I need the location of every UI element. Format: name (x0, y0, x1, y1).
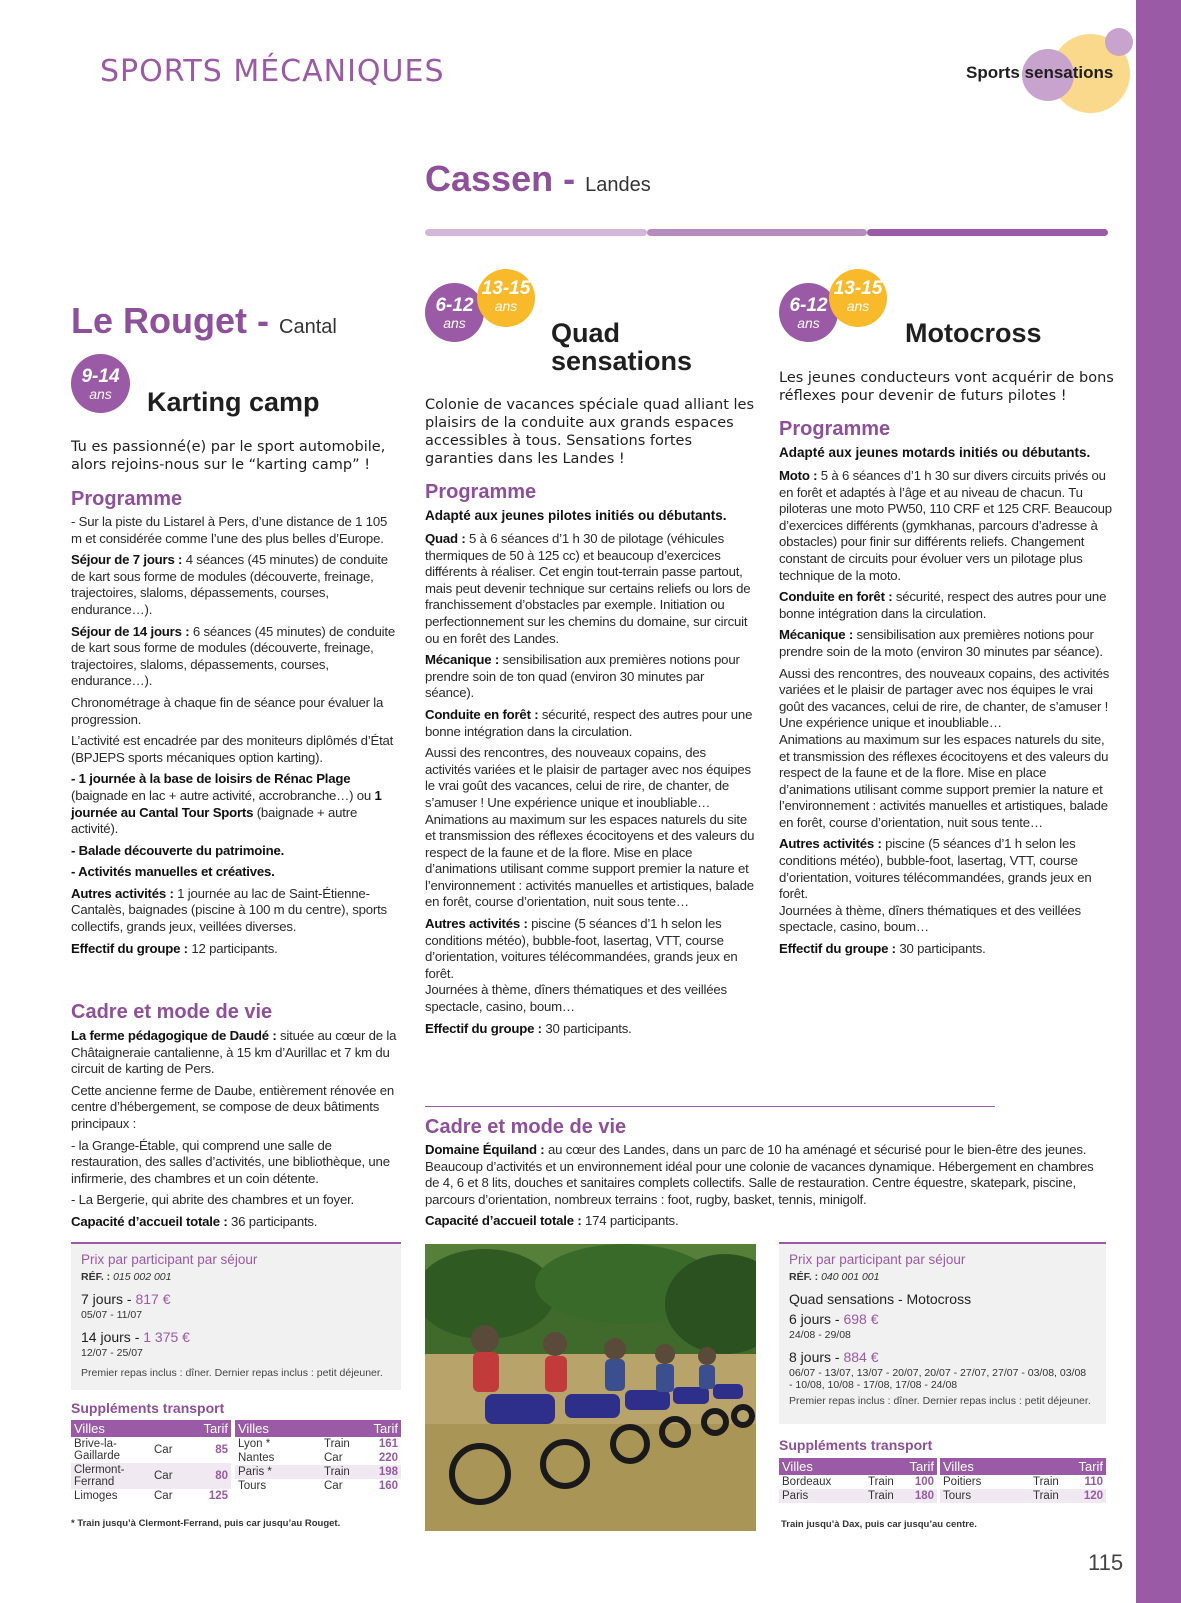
transport-table-right (940, 1458, 1106, 1503)
cadre-heading: Cadre et mode de vie (71, 1001, 273, 1023)
price-line-7 (81, 1291, 401, 1307)
cadre-p1 (71, 1028, 401, 1078)
col-header: Tarif (1069, 1458, 1106, 1475)
price-title: Prix par participant par séjour (789, 1252, 966, 1267)
cassen-bar-light (425, 229, 647, 236)
programme-body (779, 468, 1114, 963)
cadre-heading: Cadre et mode de vie (425, 1116, 627, 1138)
text: piscine (5 séances d’1 h selon les conditions météo), bubble-foot, lasertag, VTT, course d’orientation, voitures télécommandées, grands jeux en forêt. (425, 916, 738, 981)
amount: 817 € (135, 1291, 171, 1307)
label: Conduite en forêt : (779, 589, 893, 605)
mode: Train (1033, 1476, 1059, 1488)
price: 80 (187, 1463, 231, 1489)
cassen-title (425, 158, 651, 200)
mode: Car (154, 1490, 173, 1502)
col-header: Villes (940, 1458, 1030, 1475)
programme-p4: Chronométrage à chaque fin de séance pour évaluer la progression. (71, 694, 384, 727)
dates: 24/08 - 29/08 (789, 1329, 851, 1341)
badge-ans: ans (494, 298, 518, 314)
label: Séjour de 14 jours : (71, 623, 190, 639)
city: Clermont-Ferrand (71, 1463, 151, 1489)
decorative-circle-small (1105, 28, 1133, 56)
programme-p6 (71, 771, 401, 837)
transport-table-left (71, 1420, 231, 1503)
badge-ans: ans (89, 386, 112, 402)
programme-p4: Aussi des rencontres, des nouveaux copains, des activités variées et le plaisir de partager avec nos équipes le vrai goût des vacances, celui de rire, de chanter, de s’amuser ! Une expérience unique et inoubliable… (779, 665, 1110, 731)
badge-age: 6-12 (789, 295, 828, 316)
age-badge-young (425, 283, 484, 342)
programme-p7: Journées à thème, dîners thématiques et des veillées spectacle, casino, boum… (425, 982, 727, 1015)
programme-p8 (71, 864, 401, 881)
text: 30 participants. (541, 1020, 632, 1036)
programme-p1 (425, 531, 755, 647)
badge-ans: ans (797, 315, 820, 331)
price: 198 (362, 1465, 401, 1479)
col-header: Villes (779, 1458, 865, 1475)
programme-p1: - Sur la piste du Listarel à Pers, d’une distance de 1 105 m et considérée comme l’une des plus belles d’Europe. (71, 514, 388, 546)
programme-p5: Animations au maximum sur les espaces naturels du site, et transmission des réflexes écocitoyens et des valeurs du respect de la faune et de la flore. Mise en place d’animations utilisant comme support premier la nature et l’environnement : activités manuelles et artistiques, balade en forêt, course d’orientation, nuit sous tente… (779, 731, 1109, 830)
price-ref (789, 1271, 1106, 1283)
badge-ans: ans (846, 298, 870, 314)
label: Capacité d’accueil totale : (71, 1213, 228, 1229)
programme-subtitle: Adapté aux jeunes pilotes initiés ou débutants. (425, 508, 727, 523)
label: Effectif du groupe : (425, 1020, 542, 1036)
bold: - Activités manuelles et créatives. (71, 864, 275, 880)
price: 85 (215, 1444, 228, 1456)
badge-ans: ans (443, 315, 466, 331)
intro-text: Colonie de vacances spéciale quad alliant les plaisirs de la conduite aux grands espaces accessibles à tous. Sensations fortes garanties dans les Landes ! (425, 397, 755, 467)
price: 220 (378, 1452, 398, 1464)
rouget-place: Le Rouget - (71, 300, 269, 341)
dates: 06/07 - 13/07, 13/07 - 20/07, 20/07 - 27/07, 27/07 - 03/08, 03/08 - 10/08, 10/08 - 17/08, 17/08 - 24/08 (789, 1367, 1087, 1391)
col-header: Villes (235, 1420, 321, 1437)
text: au cœur des Landes, dans un parc de 10 ha aménagé et sécurisé pour le bien-être des jeunes. Beaucoup d’activités et un environnement idéal pour une colonie de vacances dynamique. Hébergement en chambres de 4, 6 et 8 lits, douches et sanitaires complets collectifs. Salle de restauration. Centre équestre, skatepark, piscine, parcours d’orientation, nombreux terrains : foot, rugby, basket, tennis, minigolf. (425, 1142, 1094, 1207)
activity-line: sensations (551, 346, 693, 377)
page-edge-band (1136, 0, 1181, 1603)
programme-p5: L’activité est encadrée par des moniteurs diplômés d’État (BPJEPS sports mécaniques option karting). (71, 733, 394, 765)
programme-p3 (779, 627, 1114, 660)
price: 161 (378, 1438, 398, 1450)
badge-age: 9-14 (81, 366, 120, 387)
dates: 05/07 - 11/07 (81, 1309, 143, 1321)
label: Mécanique : (779, 627, 854, 643)
motocross-photo-illustration (425, 1244, 756, 1531)
duration: 14 jours - (81, 1329, 144, 1345)
activity-title: Motocross (905, 318, 1042, 348)
motocross-photo (425, 1244, 756, 1531)
age-badge-older (829, 269, 887, 327)
meal-note: Premier repas inclus : dîner. Dernier repas inclus : petit déjeuner. (789, 1395, 1091, 1407)
label: Autres activités : (779, 836, 882, 852)
cassen-place: Cassen - (425, 158, 576, 199)
text: 1 journée au lac de Saint-Étienne-Cantalès, baignades (piscine à 100 m du centre), sports collectifs, grands jeux, veillées diverses. (71, 885, 387, 935)
city: Lyon * (238, 1438, 271, 1450)
mode: Car (324, 1452, 343, 1464)
duration: 7 jours - (81, 1291, 136, 1307)
badge-age: 6-12 (435, 295, 474, 316)
label: Mécanique : (425, 652, 500, 668)
col-header: Tarif (187, 1420, 231, 1437)
duration: 8 jours - (789, 1349, 844, 1365)
text: piscine (5 séances d’1 h selon les conditions météo), bubble-foot, lasertag, VTT, course d’orientation, voitures télécommandées, grands jeux en forêt. (779, 836, 1092, 902)
price-line-6 (789, 1311, 1106, 1327)
price: 120 (1069, 1489, 1106, 1503)
programme-p6 (425, 916, 755, 982)
label: Moto : (779, 468, 818, 483)
age-badge-older (477, 269, 535, 327)
cadre-p1 (425, 1142, 1105, 1208)
price-box (71, 1242, 401, 1390)
mode: Train (324, 1438, 350, 1450)
label: Capacité d’accueil totale : (425, 1213, 582, 1229)
activity-line: Quad (551, 318, 621, 348)
programme-p3 (425, 707, 755, 740)
mode: Train (865, 1489, 902, 1503)
badge-age: 13-15 (833, 278, 883, 299)
text: (baignade en lac + autre activité, accrobranche…) ou (71, 787, 375, 803)
mode: Car (151, 1463, 187, 1489)
activity-title: Karting camp (147, 387, 320, 417)
city: Paris * (235, 1465, 321, 1479)
label: Autres activités : (425, 916, 528, 932)
label: Domaine Équiland : (425, 1142, 545, 1157)
ref-value: 040 001 001 (821, 1271, 880, 1283)
mode: Train (321, 1465, 362, 1479)
mode: Car (154, 1444, 173, 1456)
cadre-body (425, 1142, 1105, 1235)
city: Poitiers (943, 1476, 982, 1488)
col-header: Tarif (902, 1458, 937, 1475)
intro-text: Les jeunes conducteurs vont acquérir de bons réflexes pour devenir de futurs pilotes ! (779, 370, 1114, 404)
label: Quad : (425, 531, 466, 546)
label: Effectif du groupe : (779, 941, 896, 957)
programme-p3 (71, 624, 401, 690)
text: 4 séances (45 minutes) de conduite de kart sous forme de modules (découverte, freinage, trajectoires, slaloms, dépassements, courses, endurance…). (71, 552, 388, 617)
transport-footnote: Train jusqu’à Dax, puis car jusqu’au centre. (781, 1519, 977, 1530)
text: 36 participants. (227, 1213, 318, 1229)
cadre-p2: Cette ancienne ferme de Daube, entièrement rénovée en centre d’hébergement, se compose de deux bâtiments principaux : (71, 1082, 394, 1131)
programme-p1 (779, 468, 1114, 584)
cadre-p4: - La Bergerie, qui abrite des chambres et un foyer. (71, 1192, 355, 1208)
price-box (779, 1242, 1106, 1424)
text: sécurité, respect des autres pour une bonne intégration dans la circulation. (779, 589, 1107, 621)
mode: Train (1030, 1489, 1069, 1503)
col-header: Tarif (362, 1420, 401, 1437)
label: Effectif du groupe : (71, 940, 188, 956)
col-header: Villes (71, 1420, 151, 1437)
amount: 884 € (843, 1349, 879, 1365)
section-title: SPORTS MÉCANIQUES (100, 54, 445, 89)
programme-p6 (779, 836, 1114, 902)
cadre-p3: - la Grange-Étable, qui comprend une salle de restauration, des salles d’activités, une bibliothèque, une infirmerie, des chambres et un coin détente. (71, 1137, 390, 1186)
city: Tours (940, 1489, 1030, 1503)
programme-body (425, 531, 755, 1042)
programme-p9 (71, 886, 401, 936)
programme-p5: Animations au maximum sur les espaces naturels du site et transmission des réflexes écocitoyens et des valeurs du respect de la faune et de la flore. Mise en place d’animations utilisant comme support premier la nature et l’environnement : activités manuelles et artistiques, balade en forêt, course d’orientation, nuit sous tente… (425, 811, 755, 910)
price-line-8 (789, 1349, 1106, 1365)
page-number: 115 (1088, 1550, 1124, 1575)
programme-p2 (71, 552, 401, 618)
mode: Train (868, 1476, 894, 1488)
label: Autres activités : (71, 885, 174, 901)
programme-subtitle: Adapté aux jeunes motards initiés ou débutants. (779, 445, 1091, 460)
programme-p2 (779, 589, 1114, 622)
price: 180 (902, 1489, 937, 1503)
text: 30 participants. (895, 941, 986, 957)
city: Paris (779, 1489, 865, 1503)
duration: 6 jours - (789, 1311, 844, 1327)
text: sensibilisation aux premières notions pour prendre soin de ton quad (environ 30 minutes par séance). (425, 652, 740, 701)
text: sécurité, respect des autres pour une bonne intégration dans la circulation. (425, 706, 753, 739)
dates: 12/07 - 25/07 (81, 1347, 143, 1359)
price: 110 (1084, 1476, 1103, 1488)
cadre-p2 (425, 1213, 1105, 1230)
programme-p7: Journées à thème, dîners thématiques et des veillées spectacle, casino, boum… (779, 902, 1081, 935)
mode: Car (324, 1480, 343, 1492)
transport-table-right (235, 1420, 401, 1493)
bold: - 1 journée à la base de loisirs de Rénac Plage (71, 771, 351, 787)
badge-age: 13-15 (481, 278, 531, 299)
programme-heading: Programme (71, 488, 183, 510)
text: 5 à 6 séances d’1 h 30 de pilotage (véhicules thermiques de 50 à 125 cc) et beaucoup d’exercices différents à réaliser. Cet engin tout-terrain passe partout, mais peut devenir technique sur certains reliefs ou lors de franchissement d’obstacles par exemple. Initiation ou perfectionnement sur les chemins du domaine, sur circuit ou en forêt des Landes. (425, 531, 751, 646)
stay-name: Quad sensations - Motocross (789, 1291, 972, 1307)
amount: 698 € (843, 1311, 879, 1327)
city: Limoges (74, 1490, 118, 1502)
text: 6 séances (45 minutes) de conduite de kart sous forme de modules (découverte, freinage, trajectoires, slaloms, dépassements, courses, endurance…). (71, 623, 395, 689)
transport-heading: Suppléments transport (779, 1437, 933, 1453)
text: sensibilisation aux premières notions pour prendre soin de la moto (environ 30 minutes par séance). (779, 627, 1103, 659)
city: Brive-la-Gaillarde (74, 1438, 121, 1462)
ref-value: 015 002 001 (113, 1271, 172, 1283)
price-line-14 (81, 1329, 401, 1345)
programme-heading: Programme (425, 481, 537, 503)
text: 12 participants. (187, 940, 278, 956)
ref-label: RÉF. : (81, 1271, 111, 1283)
bold: - Balade découverte du patrimoine. (71, 842, 285, 858)
city: Bordeaux (782, 1476, 832, 1488)
programme-p8 (425, 1021, 755, 1038)
programme-p8 (779, 941, 1114, 958)
price: 100 (914, 1476, 934, 1488)
meal-note: Premier repas inclus : dîner. Dernier repas inclus : petit déjeuner. (81, 1367, 383, 1379)
cadre-p5 (71, 1214, 401, 1231)
programme-p7 (71, 843, 401, 860)
ref-label: RÉF. : (789, 1271, 819, 1283)
programme-p4: Aussi des rencontres, des nouveaux copains, des activités variées et le plaisir de partager avec nos équipes le vrai goût des vacances, celui de rire, de chanter, de s’amuser ! Une expérience unique et inoubliable… (425, 745, 751, 810)
bold: 1 journée au Cantal Tour Sports (71, 787, 382, 820)
rouget-region: Cantal (279, 316, 337, 338)
transport-footnote: * Train jusqu’à Clermont-Ferrand, puis car jusqu’au Rouget. (71, 1518, 341, 1529)
label: Conduite en forêt : (425, 706, 539, 722)
transport-heading: Suppléments transport (71, 1400, 225, 1416)
age-badge (71, 354, 130, 413)
price: 160 (378, 1480, 398, 1492)
cadre-body (71, 1028, 401, 1236)
rouget-title (71, 300, 337, 342)
label: Séjour de 7 jours : (71, 552, 183, 568)
cassen-bar-mid (647, 229, 867, 236)
section-divider (425, 1106, 995, 1107)
text: 174 participants. (581, 1213, 679, 1229)
activity-title (551, 319, 692, 376)
price-title: Prix par participant par séjour (81, 1252, 258, 1267)
city: Nantes (238, 1452, 275, 1464)
programme-p2 (425, 652, 755, 702)
programme-body (71, 514, 401, 962)
transport-table-left (779, 1458, 937, 1503)
text: située au cœur de la Châtaigneraie cantalienne, à 15 km d’Aurillac et 7 km du circuit de karting de Pers. (71, 1028, 397, 1077)
text: 5 à 6 séances d’1 h 30 sur divers circuits privés ou en forêt et adaptés à l’âge et au niveau de chacun. Tu piloteras une moto PW50, 110 CRF et 125 CRF. Beaucoup d’exercices différents (gymkhanas, parcours d’adresse à obstacles) pour finir sur différents reliefs. Changement constant de circuits pour évoluer vers un pilotage plus technique de la moto. (779, 468, 1112, 583)
price: 125 (208, 1490, 228, 1502)
amount: 1 375 € (143, 1329, 190, 1345)
programme-heading: Programme (779, 418, 891, 440)
text: (baignade + autre activité). (71, 804, 358, 837)
programme-p10 (71, 941, 401, 958)
price-ref (81, 1271, 401, 1283)
city: Tours (238, 1480, 267, 1492)
tagline: Sports sensations (966, 63, 1114, 82)
label: La ferme pédagogique de Daudé : (71, 1028, 277, 1043)
intro-text: Tu es passionné(e) par le sport automobile, alors rejoins-nous sur le “karting camp” ! (71, 439, 386, 473)
cassen-bar-dark (867, 229, 1108, 236)
cassen-region: Landes (585, 174, 651, 196)
